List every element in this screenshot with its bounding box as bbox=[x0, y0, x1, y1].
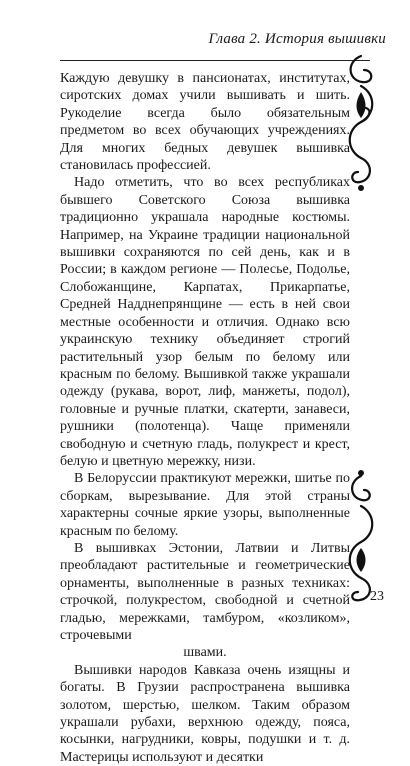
header-rule bbox=[60, 60, 370, 61]
paragraph: В Белоруссии практикуют мережки, шитье по сборкам, вырезывание. Для этой страны характерны сочные яркие узоры, выполненные красным по белому. bbox=[60, 471, 350, 539]
body-text bbox=[60, 70, 350, 766]
page-number: 23 bbox=[370, 589, 384, 604]
paragraph: Вышивки народов Кавказа очень изящны и богаты. В Грузии распространена вышивка золотом, шерстью, шелком. Таким образом украшали рубахи, верхнюю одежду, пояса, косынки, нагрудники, ковры, подушки и т. д. Мастерицы используют и десятки bbox=[60, 662, 350, 765]
paragraph: Каждую девушку в пансионатах, институтах, сиротских домах учили вышивать и шить. Рукоделие всегда было обязательным предметом во всех обучающих учреждениях. Для многих бедных девушек вышивка становилась профессией. bbox=[60, 71, 350, 174]
chapter-title: Глава 2. История вышивки bbox=[208, 31, 386, 47]
paragraph: В вышивках Эстонии, Латвии и Литвы преобладают растительные и геометрические орнаменты, выполненные в разных техниках: строчкой, полукрестом, свободной и счетной гладью, мережками, тамбуром, «козликом», строчевыми bbox=[60, 540, 350, 643]
paragraph-continuation: швами. bbox=[183, 645, 227, 661]
paragraph: Надо отметить, что во всех республиках бывшего Советского Союза вышивка традиционно украшала народные костюмы. Например, на Украине традиции национальной вышивки сохраняются по сей день, как и в России; в каждом регионе — Полесье, Подолье, Слобожанщине, Карпатах, Прикарпатье, Средней Надднепрянщине — есть в ней свои местные особенности и отличия. Однако всю украинскую технику объединяет строгий растительный узор белым по белому или красным по белому. Вышивкой также украшали одежду (рукава, ворот, лиф, манжеты, подол), головные и ручные платки, скатерти, занавеси, рушники (полотенца). Чаще применяли свободную и счетную гладь, полукрест и крест, белую и цветную мережку, низи. bbox=[60, 175, 350, 469]
running-header bbox=[0, 30, 386, 48]
